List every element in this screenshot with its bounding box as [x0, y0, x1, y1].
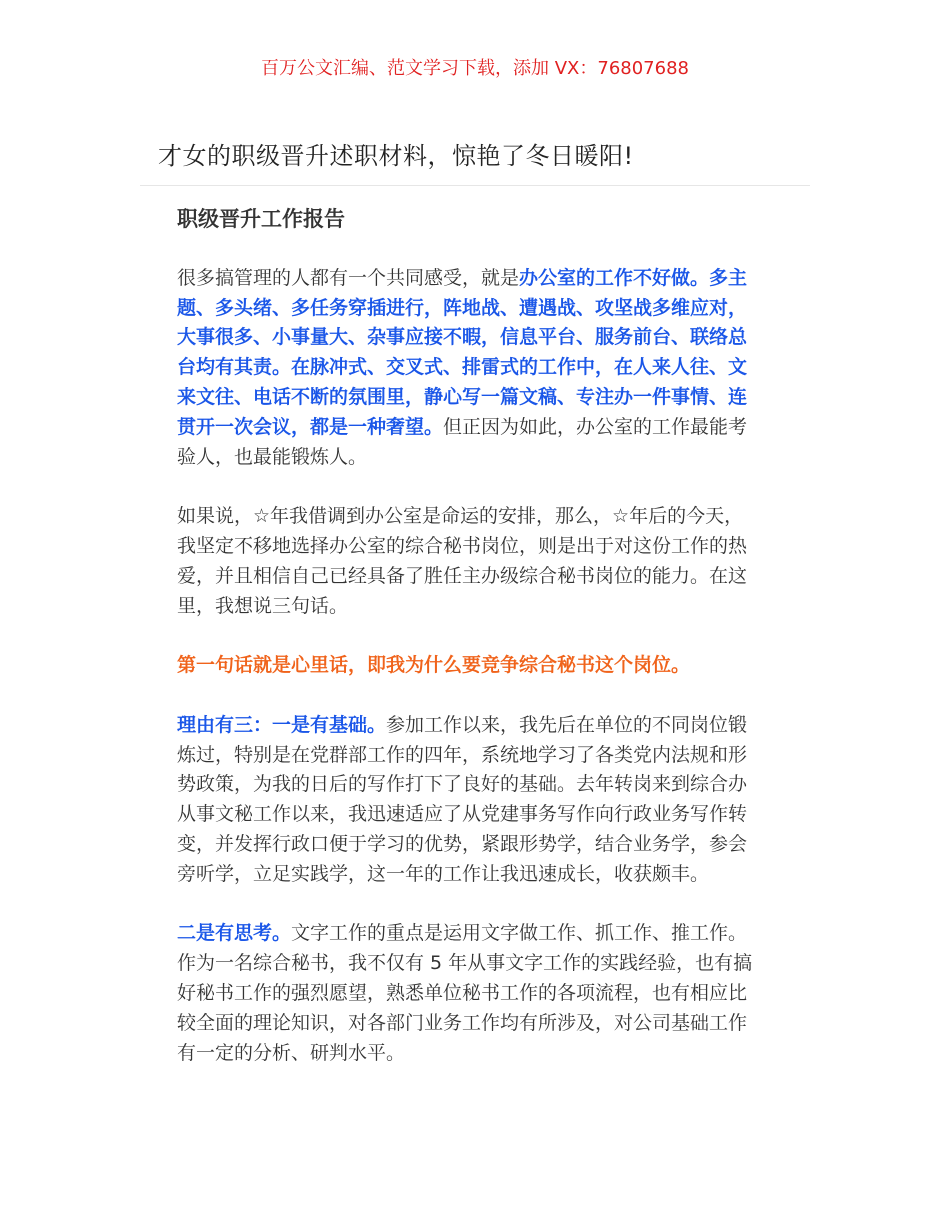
paragraph-4 [177, 711, 761, 890]
paragraph-1 [177, 264, 761, 473]
promo-banner: 百万公文汇编、范文学习下载，添加 VX：76807688 [261, 58, 689, 79]
paragraph-5-text: 文字工作的重点是运用文字做工作、抓工作、推工作。作为一名综合秘书，我不仅有 5 年从事文字工作的实践经验，也有搞好秘书工作的强烈愿望，熟悉单位秘书工作的各项流程，也有相应比较全面的理论知识，对各部门业务工作均有所涉及，对公司基础工作有一定的分析、研判水平。 [177, 922, 753, 1064]
first-point-heading: 第一句话就是心里话，即我为什么要竞争综合秘书这个岗位。 [177, 654, 691, 677]
paragraph-4-emphasis: 理由有三：一是有基础。 [177, 713, 387, 736]
article-body [177, 204, 761, 1098]
section-heading: 职级晋升工作报告 [177, 207, 345, 231]
paragraph-5-emphasis: 二是有思考。 [177, 922, 292, 945]
paragraph-4-text: 参加工作以来，我先后在单位的不同岗位锻炼过，特别是在党群部工作的四年，系统地学习了各类党内法规和形势政策，为我的日后的写作打下了良好的基础。去年转岗来到综合办从事文秘工作以来，我迅速适应了从党建事务写作向行政业务写作转变，并发挥行政口便于学习的优势，紧跟形势学，结合业务学，参会旁听学，立足实践学，这一年的工作让我迅速成长，收获颇丰。 [177, 713, 748, 885]
paragraph-1-tail: 但正因为如此，办公室的工作最能考验人，也最能锻炼人。 [177, 415, 748, 468]
article-title: 才女的职级晋升述职材料，惊艳了冬日暖阳! [158, 142, 634, 170]
paragraph-1-emphasis: 办公室的工作不好做。多主题、多头绪、多任务穿插进行，阵地战、遭遇战、攻坚战多维应对，大事很多、小事量大、杂事应接不暇，信息平台、服务前台、联络总台均有其责。在脉冲式、交叉式、排雷式的工作中，在人来人往、文来文往、电话不断的氛围里，静心写一篇文稿、专注办一件事情、连贯开一次会议，都是一种奢望。 [177, 266, 748, 438]
title-divider [140, 185, 810, 186]
paragraph-1-lead: 很多搞管理的人都有一个共同感受，就是 [177, 266, 520, 289]
paragraph-2: 如果说，☆年我借调到办公室是命运的安排，那么，☆年后的今天，我坚定不移地选择办公室的综合秘书岗位，则是出于对这份工作的热爱，并且相信自己已经具备了胜任主办级综合秘书岗位的能力。在这里，我想说三句话。 [177, 505, 748, 617]
paragraph-5 [177, 919, 761, 1068]
